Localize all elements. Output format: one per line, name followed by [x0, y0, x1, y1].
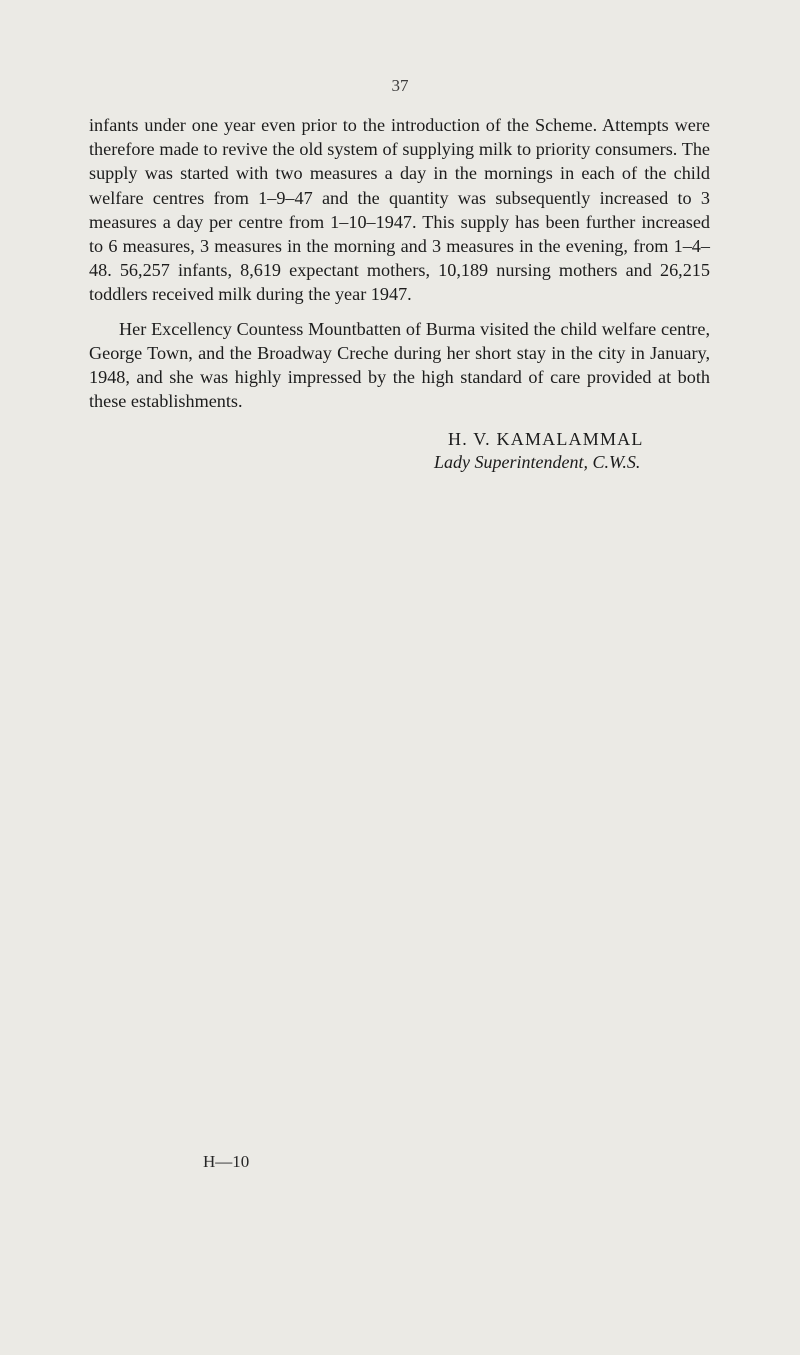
paragraph-milk-supply: infants under one year even prior to the introduction of the Scheme. Attempts were therefore made to revive the old system of supplying milk to priority consumers. The supply was started with two measures a day in the mornings in each of the child welfare centres from 1–9–47 and the quantity was subsequently increased to 3 measures a day per centre from 1–10–1947. This supply has been further increased to 6 measures, 3 measures in the morning and 3 measures in the evening, from 1–4–48. 56,257 infants, 8,619 expectant mothers, 10,189 nursing mothers and 26,215 toddlers received milk during the year 1947.: [89, 115, 710, 305]
signatory-name: H. V. KAMALAMMAL: [448, 429, 644, 449]
signatory-title: Lady Superintendent, C.W.S.: [434, 452, 641, 472]
paragraph-countess-visit: Her Excellency Countess Mountbatten of Burma visited the child welfare centre, George Town, and the Broadway Creche during her short stay in the city in January, 1948, and she was highly impressed by the high standard of care provided at both these establishments.: [89, 318, 710, 412]
footer-code: H—10: [203, 1152, 250, 1171]
body-text: [89, 113, 710, 413]
page-number: 37: [391, 76, 409, 95]
